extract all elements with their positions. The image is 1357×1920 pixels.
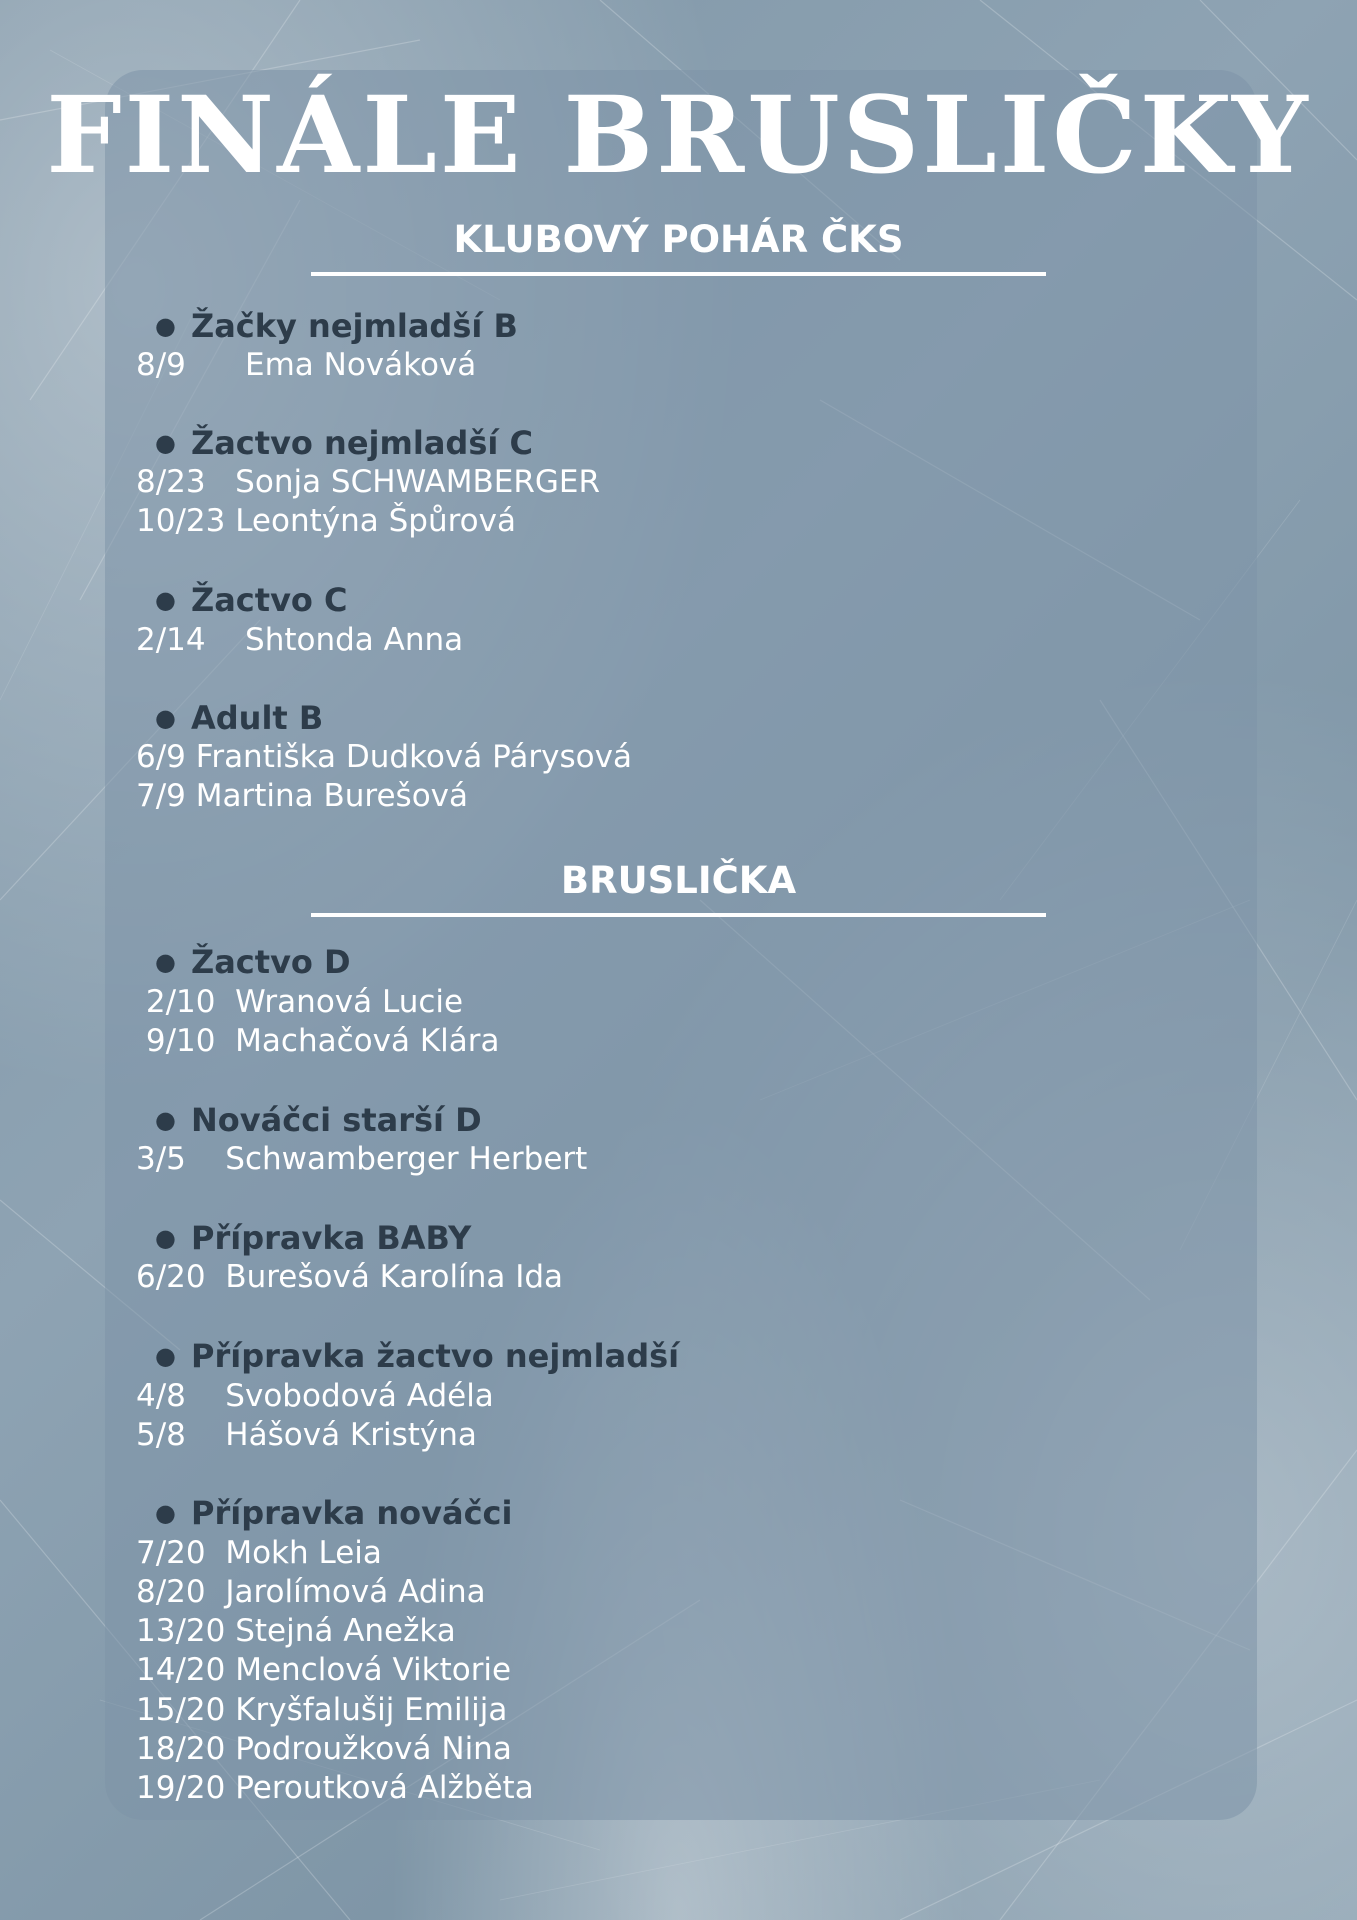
result-entry: 15/20 Kryšfalušij Emilija: [136, 1692, 508, 1728]
page-title: FINÁLE BRUSLIČKY: [46, 72, 1311, 197]
result-entry: 8/23 Sonja SCHWAMBERGER: [136, 464, 601, 500]
category-heading: [155, 699, 323, 737]
category-name: Přípravka žactvo nejmladší: [191, 1337, 680, 1375]
bullet-icon: ●: [155, 429, 176, 457]
result-entry: 6/20 Burešová Karolína Ida: [136, 1259, 564, 1295]
result-entry: 3/5 Schwamberger Herbert: [136, 1141, 588, 1177]
bullet-icon: ●: [155, 586, 176, 614]
category-name: Přípravka nováčci: [191, 1494, 513, 1532]
category-heading: [155, 307, 518, 345]
category-name: Adult B: [191, 699, 324, 737]
category-heading: [155, 424, 533, 462]
category-name: Žačky nejmladší B: [191, 307, 518, 345]
bullet-icon: ●: [155, 1224, 176, 1252]
category-name: Nováčci starší D: [191, 1101, 482, 1139]
bullet-icon: ●: [155, 312, 176, 340]
category-name: Žactvo C: [191, 581, 348, 619]
result-entry: 6/9 Františka Dudková Párysová: [136, 739, 632, 775]
section-title-klubovy-pohar: KLUBOVÝ POHÁR ČKS: [453, 218, 904, 261]
category-heading: [155, 1494, 512, 1532]
result-entry: 8/20 Jarolímová Adina: [136, 1574, 486, 1610]
category-heading: [155, 1219, 471, 1257]
section-divider: [311, 272, 1046, 276]
category-heading: [155, 581, 348, 619]
result-entry: 19/20 Peroutková Alžběta: [136, 1770, 534, 1806]
bullet-icon: ●: [155, 1342, 176, 1370]
result-entry: 18/20 Podroužková Nina: [136, 1731, 512, 1767]
section-divider: [311, 913, 1046, 917]
category-name: Žactvo D: [191, 943, 351, 981]
result-entry: 10/23 Leontýna Špůrová: [136, 503, 516, 539]
category-heading: [155, 943, 351, 981]
category-heading: [155, 1337, 679, 1375]
result-entry: 7/20 Mokh Leia: [136, 1535, 382, 1571]
section-title-bruslicka: BRUSLIČKA: [560, 859, 797, 902]
result-entry: 9/10 Machačová Klára: [136, 1023, 500, 1059]
category-name: Žactvo nejmladší C: [191, 424, 533, 462]
result-entry: 8/9 Ema Nováková: [136, 347, 477, 383]
result-entry: 5/8 Hášová Kristýna: [136, 1417, 477, 1453]
bullet-icon: ●: [155, 704, 176, 732]
result-entry: 4/8 Svobodová Adéla: [136, 1378, 494, 1414]
result-entry: 13/20 Stejná Anežka: [136, 1613, 456, 1649]
category-name: Přípravka BABY: [191, 1219, 472, 1257]
result-entry: 14/20 Menclová Viktorie: [136, 1652, 512, 1688]
category-heading: [155, 1101, 482, 1139]
result-entry: 2/14 Shtonda Anna: [136, 622, 464, 658]
result-entry: 7/9 Martina Burešová: [136, 778, 469, 814]
bullet-icon: ●: [155, 1499, 176, 1527]
bullet-icon: ●: [155, 948, 176, 976]
bullet-icon: ●: [155, 1106, 176, 1134]
result-entry: 2/10 Wranová Lucie: [136, 984, 464, 1020]
